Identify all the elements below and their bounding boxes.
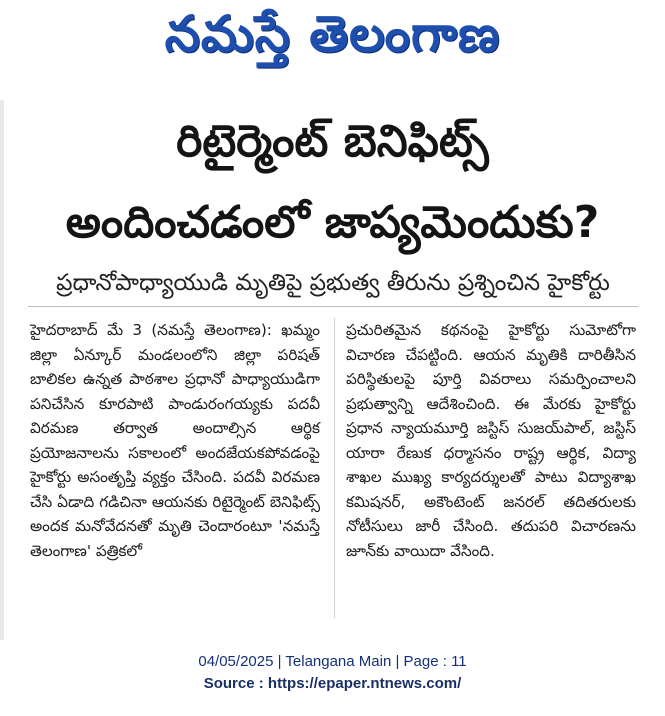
newspaper-masthead [0, 0, 665, 80]
left-column-text: హైదరాబాద్ మే 3 (నమస్తే తెలంగాణ): ఖమ్మం జిల్లా ఏన్కూర్ మండలంలోని జిల్లా పరిషత్ బాలికల ఉన్నత పాఠశాల ప్రధానో పాధ్యాయుడిగా పనిచేసిన కూరపాటి పాండురంగయ్యకు పదవీ విరమణ తర్వాత అందాల్సిన ఆర్థిక ప్రయోజనాలను సకాలంలో అందజేయకపోవడంపై హైకోర్టు అసంతృప్తి వ్యక్తం చేసింది. పదవీ విరమణ చేసి ఏడాది గడిచినా ఆయనకు రిటైర్మెంట్ బెనిఫిట్స్ అందక మనోవేదనతో మృతి చెందారంటూ 'నమస్తే తెలంగాణ' పత్రికలో [30, 321, 320, 560]
subheadline: ప్రధానోపాధ్యాయుడి మృతిపై ప్రభుత్వ తీరును ప్రశ్నించిన హైకోర్టు [56, 270, 610, 296]
column-divider [334, 318, 335, 618]
subheadline-rule [28, 306, 638, 307]
headline-line-1: రిటైర్మెంట్ బెనిఫిట్స్ [176, 116, 489, 167]
article-left-column [30, 318, 320, 563]
article-right-column [346, 318, 636, 563]
page-edge-shadow [0, 100, 4, 640]
masthead-title: నమస్తే తెలంగాణ [164, 4, 501, 63]
headline-line-2: అందించడంలో జాప్యమెందుకు? [65, 197, 600, 248]
source-link[interactable]: Source : https://epaper.ntnews.com/ [203, 675, 462, 692]
right-column-text: ప్రచురితమైన కథనంపై హైకోర్టు సుమోటోగా విచారణ చేపట్టింది. ఆయన మృతికి దారితీసిన పరిస్థితులపై పూర్తి వివరాలు సమర్పించాలని ప్రభుత్వాన్ని ఆదేశించింది. ఈ మేరకు హైకోర్టు ప్రధాన న్యాయమూర్తి జస్టిస్ సుజయ్‌పాల్, జస్టిస్ యారా రేణుక ధర్మాసనం రాష్ట్ర ఆర్థిక, విద్యా శాఖల ముఖ్య కార్యదర్శులతో పాటు విద్యాశాఖ కమిషనర్, అకౌంటెంట్ జనరల్ తదితరులకు నోటీసులు జారీ చేసింది. తదుపరి విచారణను జూన్‌కు వాయిదా వేసింది. [346, 321, 636, 560]
edition-info: 04/05/2025 | Telangana Main | Page : 11 [198, 653, 467, 670]
